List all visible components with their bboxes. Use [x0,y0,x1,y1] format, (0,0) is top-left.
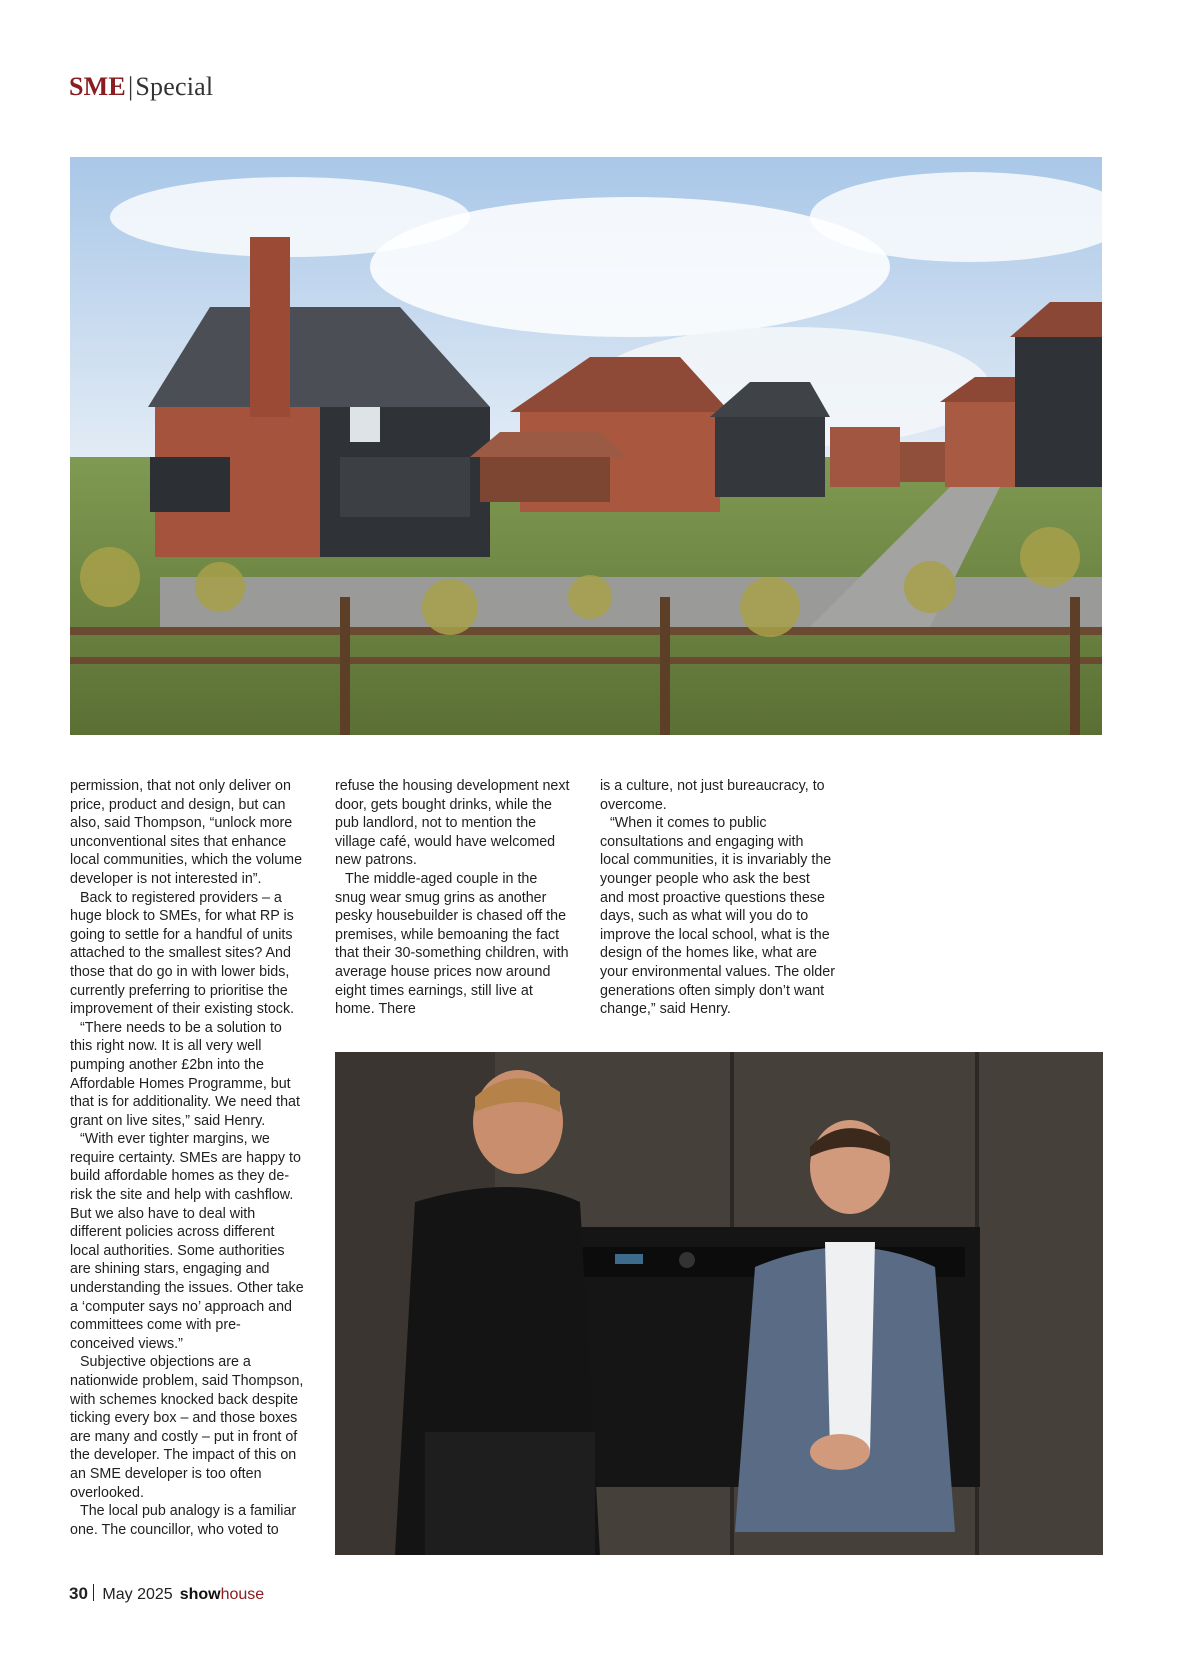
article-column-1 [70,777,305,1539]
paragraph: The middle-aged couple in the snug wear smug grins as another pesky housebuilder is chased off the premises, while bemoaning the fact that their 30-something children, with average house prices now around eight times earnings, still live at home. There [335,870,569,1018]
issue-date: May 2025 [102,1586,173,1603]
paragraph: is a culture, not just bureaucracy, to overcome. [600,778,825,813]
portrait-photo [335,1052,1103,1555]
paragraph: The local pub analogy is a familiar one. The councillor, who voted to [70,1503,297,1538]
page-footer [69,1582,264,1604]
section-header [69,72,213,102]
article-column-3 [600,777,835,1019]
paragraph: permission, that not only deliver on price, product and design, but can also, said Thompson, “unlock more unconventional sites that enhance local communities, which the volume developer is not interested in”. [70,778,303,887]
paragraph: “There needs to be a solution to this right now. It is all very well pumping another £2bn into the Affordable Homes Programme, but that is for additionality. We need that grant on live sites,” said Henry. [70,1019,300,1129]
page-number: 30 [69,1584,88,1603]
housing-development-photo [70,157,1102,735]
section-label: SME [69,72,126,101]
footer-divider [93,1584,95,1601]
publication-logo [180,1586,264,1604]
paragraph: “With ever tighter margins, we require certainty. SMEs are happy to build affordable homes as they de-risk the site and help with cashflow. But we also have to deal with different policies across different local authorities. Some authorities are shining stars, engaging and understanding the issues. Other take a ‘computer says no’ approach and committees come with pre-conceived views.” [70,1131,304,1352]
article-column-2 [335,777,570,1019]
portrait-illustration [335,1052,1103,1555]
paragraph: “When it comes to public consultations and engaging with local communities, it is invariably the younger people who ask the best and most proactive questions these days, such as what will you do to improve the local school, what is the design of the homes like, what are your environmental values. The older generations often simply don’t want change,” said Henry. [600,815,835,1018]
logo-part-house: house [220,1586,265,1603]
header-separator: | [127,72,134,101]
subsection-label: Special [135,72,214,101]
housing-development-illustration [70,157,1102,735]
paragraph: refuse the housing development next door, gets bought drinks, while the pub landlord, not to mention the village café, would have welcomed new patrons. [335,778,570,869]
paragraph: Subjective objections are a nationwide problem, said Thompson, with schemes knocked back despite ticking every box – and those boxes are many and costly – put in front of the developer. The impact of this on an SME developer is too often overlooked. [70,1354,304,1501]
logo-part-show: show [179,1586,221,1603]
paragraph: Back to registered providers – a huge block to SMEs, for what RP is going to settle for a handful of units attached to the smallest sites? And those that do go in with lower bids, currently preferring to prioritise the improvement of their existing stock. [70,889,295,1018]
